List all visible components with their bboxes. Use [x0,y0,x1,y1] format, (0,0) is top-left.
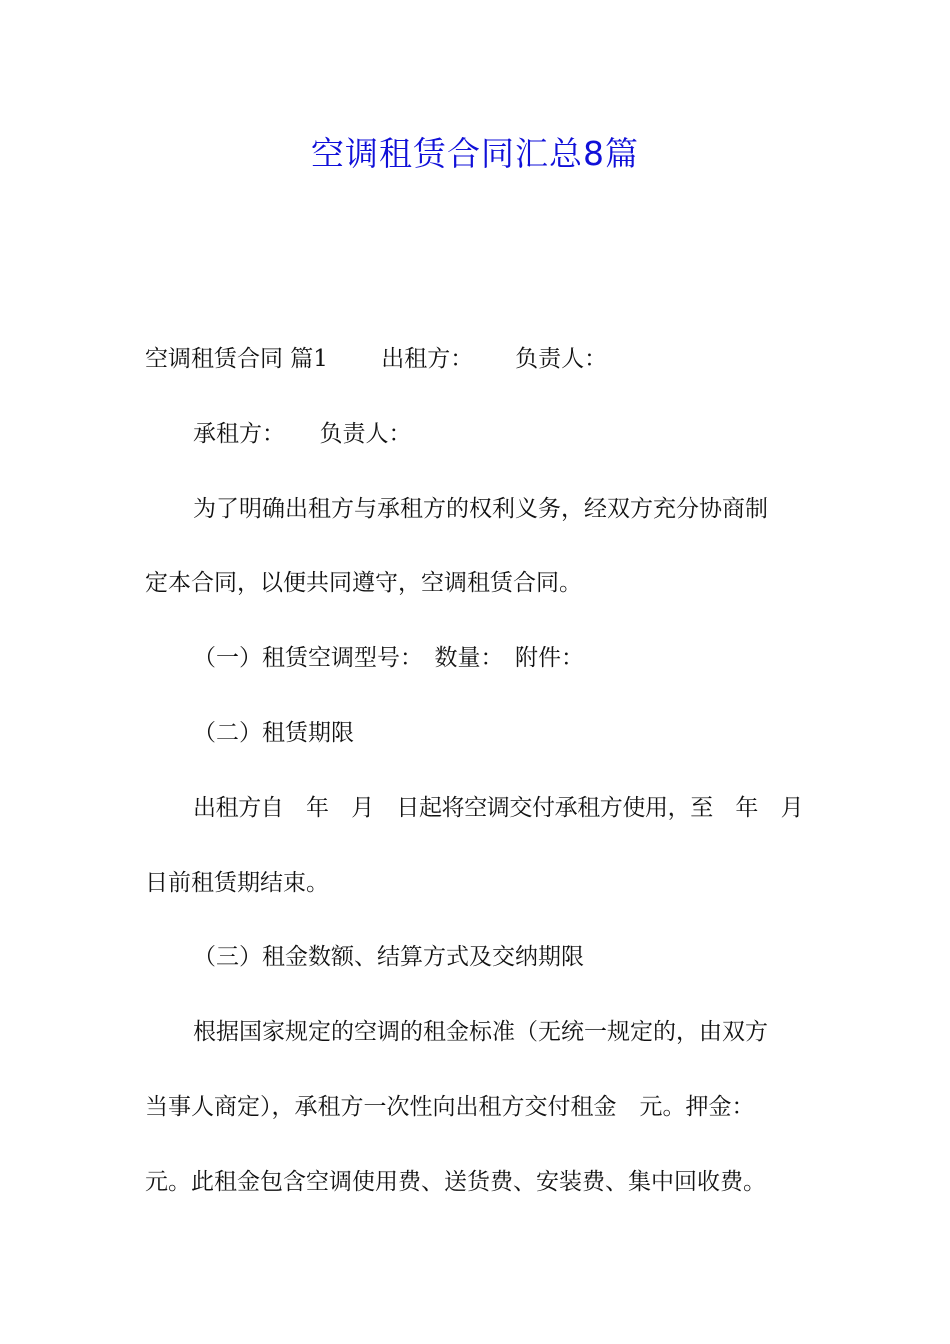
paragraph-line-5: （一）租赁空调型号： 数量： 附件： [193,645,584,671]
paragraph-line-4: 定本合同，以便共同遵守，空调租赁合同。 [145,570,582,596]
paragraph-line-8: 日前租赁期结束。 [145,870,329,896]
paragraph-line-3: 为了明确出租方与承租方的权利义务，经双方充分协商制 [193,496,768,522]
paragraph-line-7: 出租方自 年 月 日起将空调交付承租方使用，至 年 月 [193,795,804,821]
paragraph-line-11: 当事人商定），承租方一次性向出租方交付租金 元。押金： [145,1094,755,1120]
paragraph-line-12: 元。此租金包含空调使用费、送货费、安装费、集中回收费。 [145,1169,766,1195]
paragraph-line-9: （三）租金数额、结算方式及交纳期限 [193,944,584,970]
paragraph-line-1: 空调租赁合同 篇1 出租方： 负责人： [145,346,608,372]
document-title: 空调租赁合同汇总8篇 [311,134,639,173]
paragraph-line-2: 承租方： 负责人： [193,421,412,447]
paragraph-line-10: 根据国家规定的空调的租金标准（无统一规定的，由双方 [193,1019,768,1045]
paragraph-line-6: （二）租赁期限 [193,720,354,746]
